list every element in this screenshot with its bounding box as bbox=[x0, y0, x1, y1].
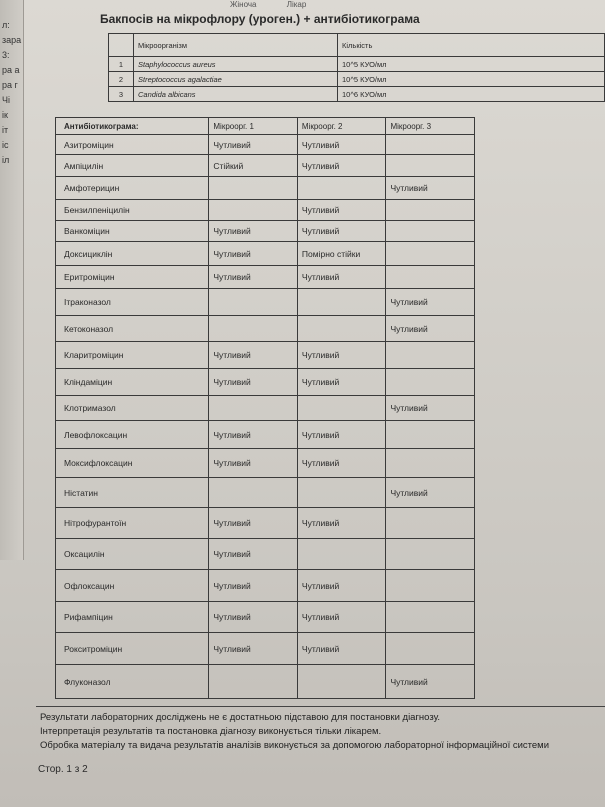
row-number: 3 bbox=[109, 87, 134, 102]
organism-quantity: 10^5 КУО/мл bbox=[338, 72, 605, 87]
page-number: Стор. 1 з 2 bbox=[38, 764, 88, 775]
susceptibility-cell: Чутливий bbox=[297, 200, 386, 221]
susceptibility-cell: Чутливий bbox=[297, 369, 386, 396]
margin-fragment: 3: bbox=[2, 50, 10, 60]
organism-quantity: 10^5 КУО/мл bbox=[338, 57, 605, 72]
susceptibility-cell: Стійкий bbox=[209, 155, 298, 177]
susceptibility-cell bbox=[297, 316, 386, 342]
table-row bbox=[56, 508, 475, 539]
antibiotic-name: Еритроміцин bbox=[56, 266, 209, 289]
table-row bbox=[56, 200, 475, 221]
previous-page-edge bbox=[0, 0, 24, 560]
susceptibility-cell: Чутливий bbox=[209, 369, 298, 396]
antibiotic-name: Кларитроміцин bbox=[56, 342, 209, 369]
table-row bbox=[109, 57, 605, 72]
organism-name: Candida albicans bbox=[134, 87, 338, 102]
antibiotic-name: Моксифлоксацин bbox=[56, 449, 209, 478]
header-cell: Мікроорганізм bbox=[134, 34, 338, 57]
susceptibility-cell: Чутливий bbox=[386, 316, 475, 342]
susceptibility-cell bbox=[209, 478, 298, 508]
susceptibility-cell: Чутливий bbox=[297, 633, 386, 665]
microorganism-column-header: Мікроорг. 2 bbox=[297, 118, 386, 135]
margin-fragment: іс bbox=[2, 140, 9, 150]
susceptibility-cell: Чутливий bbox=[209, 421, 298, 449]
organism-name: Streptococcus agalactiae bbox=[134, 72, 338, 87]
susceptibility-cell bbox=[297, 177, 386, 200]
susceptibility-cell bbox=[209, 316, 298, 342]
susceptibility-cell: Помірно стійки bbox=[297, 242, 386, 266]
susceptibility-cell bbox=[209, 396, 298, 421]
susceptibility-cell bbox=[209, 200, 298, 221]
table-row bbox=[56, 449, 475, 478]
antibiotic-name: Ністатин bbox=[56, 478, 209, 508]
susceptibility-cell bbox=[386, 421, 475, 449]
table-row bbox=[56, 177, 475, 200]
susceptibility-cell: Чутливий bbox=[386, 396, 475, 421]
susceptibility-cell: Чутливий bbox=[297, 449, 386, 478]
susceptibility-cell bbox=[297, 396, 386, 421]
susceptibility-cell bbox=[209, 177, 298, 200]
susceptibility-cell bbox=[386, 369, 475, 396]
disclaimer-line: Обробка матеріалу та видача результатів аналізів виконується за допомогою лабораторної інформаційної системи bbox=[40, 740, 550, 751]
antibiotic-name: Кетоконазол bbox=[56, 316, 209, 342]
susceptibility-cell: Чутливий bbox=[209, 570, 298, 602]
table-row bbox=[56, 396, 475, 421]
susceptibility-cell bbox=[209, 289, 298, 316]
table-row bbox=[56, 316, 475, 342]
susceptibility-cell bbox=[386, 602, 475, 633]
table-row bbox=[56, 633, 475, 665]
antibiogram-table bbox=[55, 117, 475, 699]
organism-name: Staphylococcus aureus bbox=[134, 57, 338, 72]
cut-header bbox=[230, 0, 334, 9]
disclaimer-line: Результати лабораторних досліджень не є достатньою підставою для постановки діагнозу. bbox=[40, 712, 441, 723]
susceptibility-cell: Чутливий bbox=[386, 665, 475, 699]
microorganism-column-header: Мікроорг. 3 bbox=[386, 118, 475, 135]
antibiotic-name: Азитроміцин bbox=[56, 135, 209, 155]
antibiotic-name: Кліндаміцин bbox=[56, 369, 209, 396]
table-row bbox=[56, 602, 475, 633]
table-row bbox=[56, 369, 475, 396]
antibiotic-name: Оксацилін bbox=[56, 539, 209, 570]
susceptibility-cell bbox=[386, 449, 475, 478]
antibiotic-name: Рокситроміцин bbox=[56, 633, 209, 665]
susceptibility-cell bbox=[386, 155, 475, 177]
susceptibility-cell: Чутливий bbox=[209, 266, 298, 289]
microorganism-table bbox=[108, 33, 605, 102]
row-number: 1 bbox=[109, 57, 134, 72]
antibiotic-name: Офлоксацин bbox=[56, 570, 209, 602]
susceptibility-cell bbox=[297, 539, 386, 570]
table-row bbox=[56, 242, 475, 266]
susceptibility-cell bbox=[386, 266, 475, 289]
susceptibility-cell bbox=[297, 665, 386, 699]
susceptibility-cell bbox=[386, 342, 475, 369]
susceptibility-cell: Чутливий bbox=[297, 342, 386, 369]
table-row bbox=[56, 155, 475, 177]
susceptibility-cell: Чутливий bbox=[297, 508, 386, 539]
susceptibility-cell: Чутливий bbox=[209, 602, 298, 633]
margin-fragment: Чі bbox=[2, 95, 10, 105]
table-header-row bbox=[56, 118, 475, 135]
susceptibility-cell bbox=[386, 539, 475, 570]
header-cell bbox=[109, 34, 134, 57]
susceptibility-cell: Чутливий bbox=[386, 478, 475, 508]
antibiotic-name: Клотримазол bbox=[56, 396, 209, 421]
susceptibility-cell: Чутливий bbox=[386, 289, 475, 316]
table-row bbox=[109, 72, 605, 87]
margin-fragment: зара bbox=[2, 35, 22, 45]
cut-header-text: Жіноча bbox=[230, 0, 257, 9]
susceptibility-cell bbox=[386, 508, 475, 539]
susceptibility-cell bbox=[297, 289, 386, 316]
susceptibility-cell: Чутливий bbox=[209, 539, 298, 570]
susceptibility-cell: Чутливий bbox=[209, 342, 298, 369]
susceptibility-cell: Чутливий bbox=[297, 421, 386, 449]
susceptibility-cell: Чутливий bbox=[209, 221, 298, 242]
susceptibility-cell: Чутливий bbox=[297, 155, 386, 177]
margin-fragment: ра г bbox=[2, 80, 18, 90]
susceptibility-cell bbox=[386, 221, 475, 242]
table-row bbox=[56, 289, 475, 316]
antibiotic-name: Амфотерицин bbox=[56, 177, 209, 200]
susceptibility-cell bbox=[209, 665, 298, 699]
table-row bbox=[56, 135, 475, 155]
antibiotic-name: Нітрофурантоїн bbox=[56, 508, 209, 539]
margin-fragment: іл bbox=[2, 155, 10, 165]
header-cell: Кількість bbox=[338, 34, 605, 57]
antibiotic-name: Доксициклін bbox=[56, 242, 209, 266]
margin-fragment: ра а bbox=[2, 65, 20, 75]
susceptibility-cell: Чутливий bbox=[209, 449, 298, 478]
susceptibility-cell: Чутливий bbox=[209, 633, 298, 665]
table-row bbox=[56, 539, 475, 570]
table-row bbox=[56, 221, 475, 242]
cut-header-text: Лікар bbox=[286, 0, 307, 9]
table-row bbox=[56, 342, 475, 369]
susceptibility-cell bbox=[297, 478, 386, 508]
susceptibility-cell: Чутливий bbox=[297, 221, 386, 242]
disclaimer bbox=[40, 712, 549, 754]
antibiogram-header: Антибіотикограма: bbox=[56, 118, 209, 135]
table-row bbox=[56, 266, 475, 289]
margin-fragment: іт bbox=[2, 125, 9, 135]
table-row bbox=[56, 478, 475, 508]
organism-quantity: 10^6 КУО/мл bbox=[338, 87, 605, 102]
susceptibility-cell: Чутливий bbox=[209, 242, 298, 266]
antibiotic-name: Ампіцилін bbox=[56, 155, 209, 177]
microorganism-column-header: Мікроорг. 1 bbox=[209, 118, 298, 135]
margin-fragment: ік bbox=[2, 110, 8, 120]
antibiotic-name: Левофлоксацин bbox=[56, 421, 209, 449]
table-row bbox=[56, 421, 475, 449]
table-row bbox=[56, 665, 475, 699]
susceptibility-cell bbox=[386, 200, 475, 221]
susceptibility-cell: Чутливий bbox=[209, 135, 298, 155]
row-number: 2 bbox=[109, 72, 134, 87]
antibiotic-name: Ітраконазол bbox=[56, 289, 209, 316]
footer-divider bbox=[36, 706, 605, 707]
susceptibility-cell bbox=[386, 135, 475, 155]
susceptibility-cell: Чутливий bbox=[297, 135, 386, 155]
antibiotic-name: Бензилпеніцилін bbox=[56, 200, 209, 221]
susceptibility-cell bbox=[386, 633, 475, 665]
susceptibility-cell: Чутливий bbox=[297, 602, 386, 633]
susceptibility-cell: Чутливий bbox=[386, 177, 475, 200]
table-header-row bbox=[109, 34, 605, 57]
susceptibility-cell: Чутливий bbox=[209, 508, 298, 539]
antibiotic-name: Рифампіцин bbox=[56, 602, 209, 633]
margin-fragment: л: bbox=[2, 20, 10, 30]
table-row bbox=[109, 87, 605, 102]
antibiotic-name: Ванкоміцин bbox=[56, 221, 209, 242]
susceptibility-cell bbox=[386, 242, 475, 266]
report-title: Бакпосів на мікрофлору (уроген.) + антибіотикограма bbox=[100, 12, 420, 26]
disclaimer-line: Інтерпретація результатів та постановка діагнозу виконується тільки лікарем. bbox=[40, 726, 382, 737]
susceptibility-cell: Чутливий bbox=[297, 266, 386, 289]
susceptibility-cell bbox=[386, 570, 475, 602]
susceptibility-cell: Чутливий bbox=[297, 570, 386, 602]
table-row bbox=[56, 570, 475, 602]
antibiotic-name: Флуконазол bbox=[56, 665, 209, 699]
